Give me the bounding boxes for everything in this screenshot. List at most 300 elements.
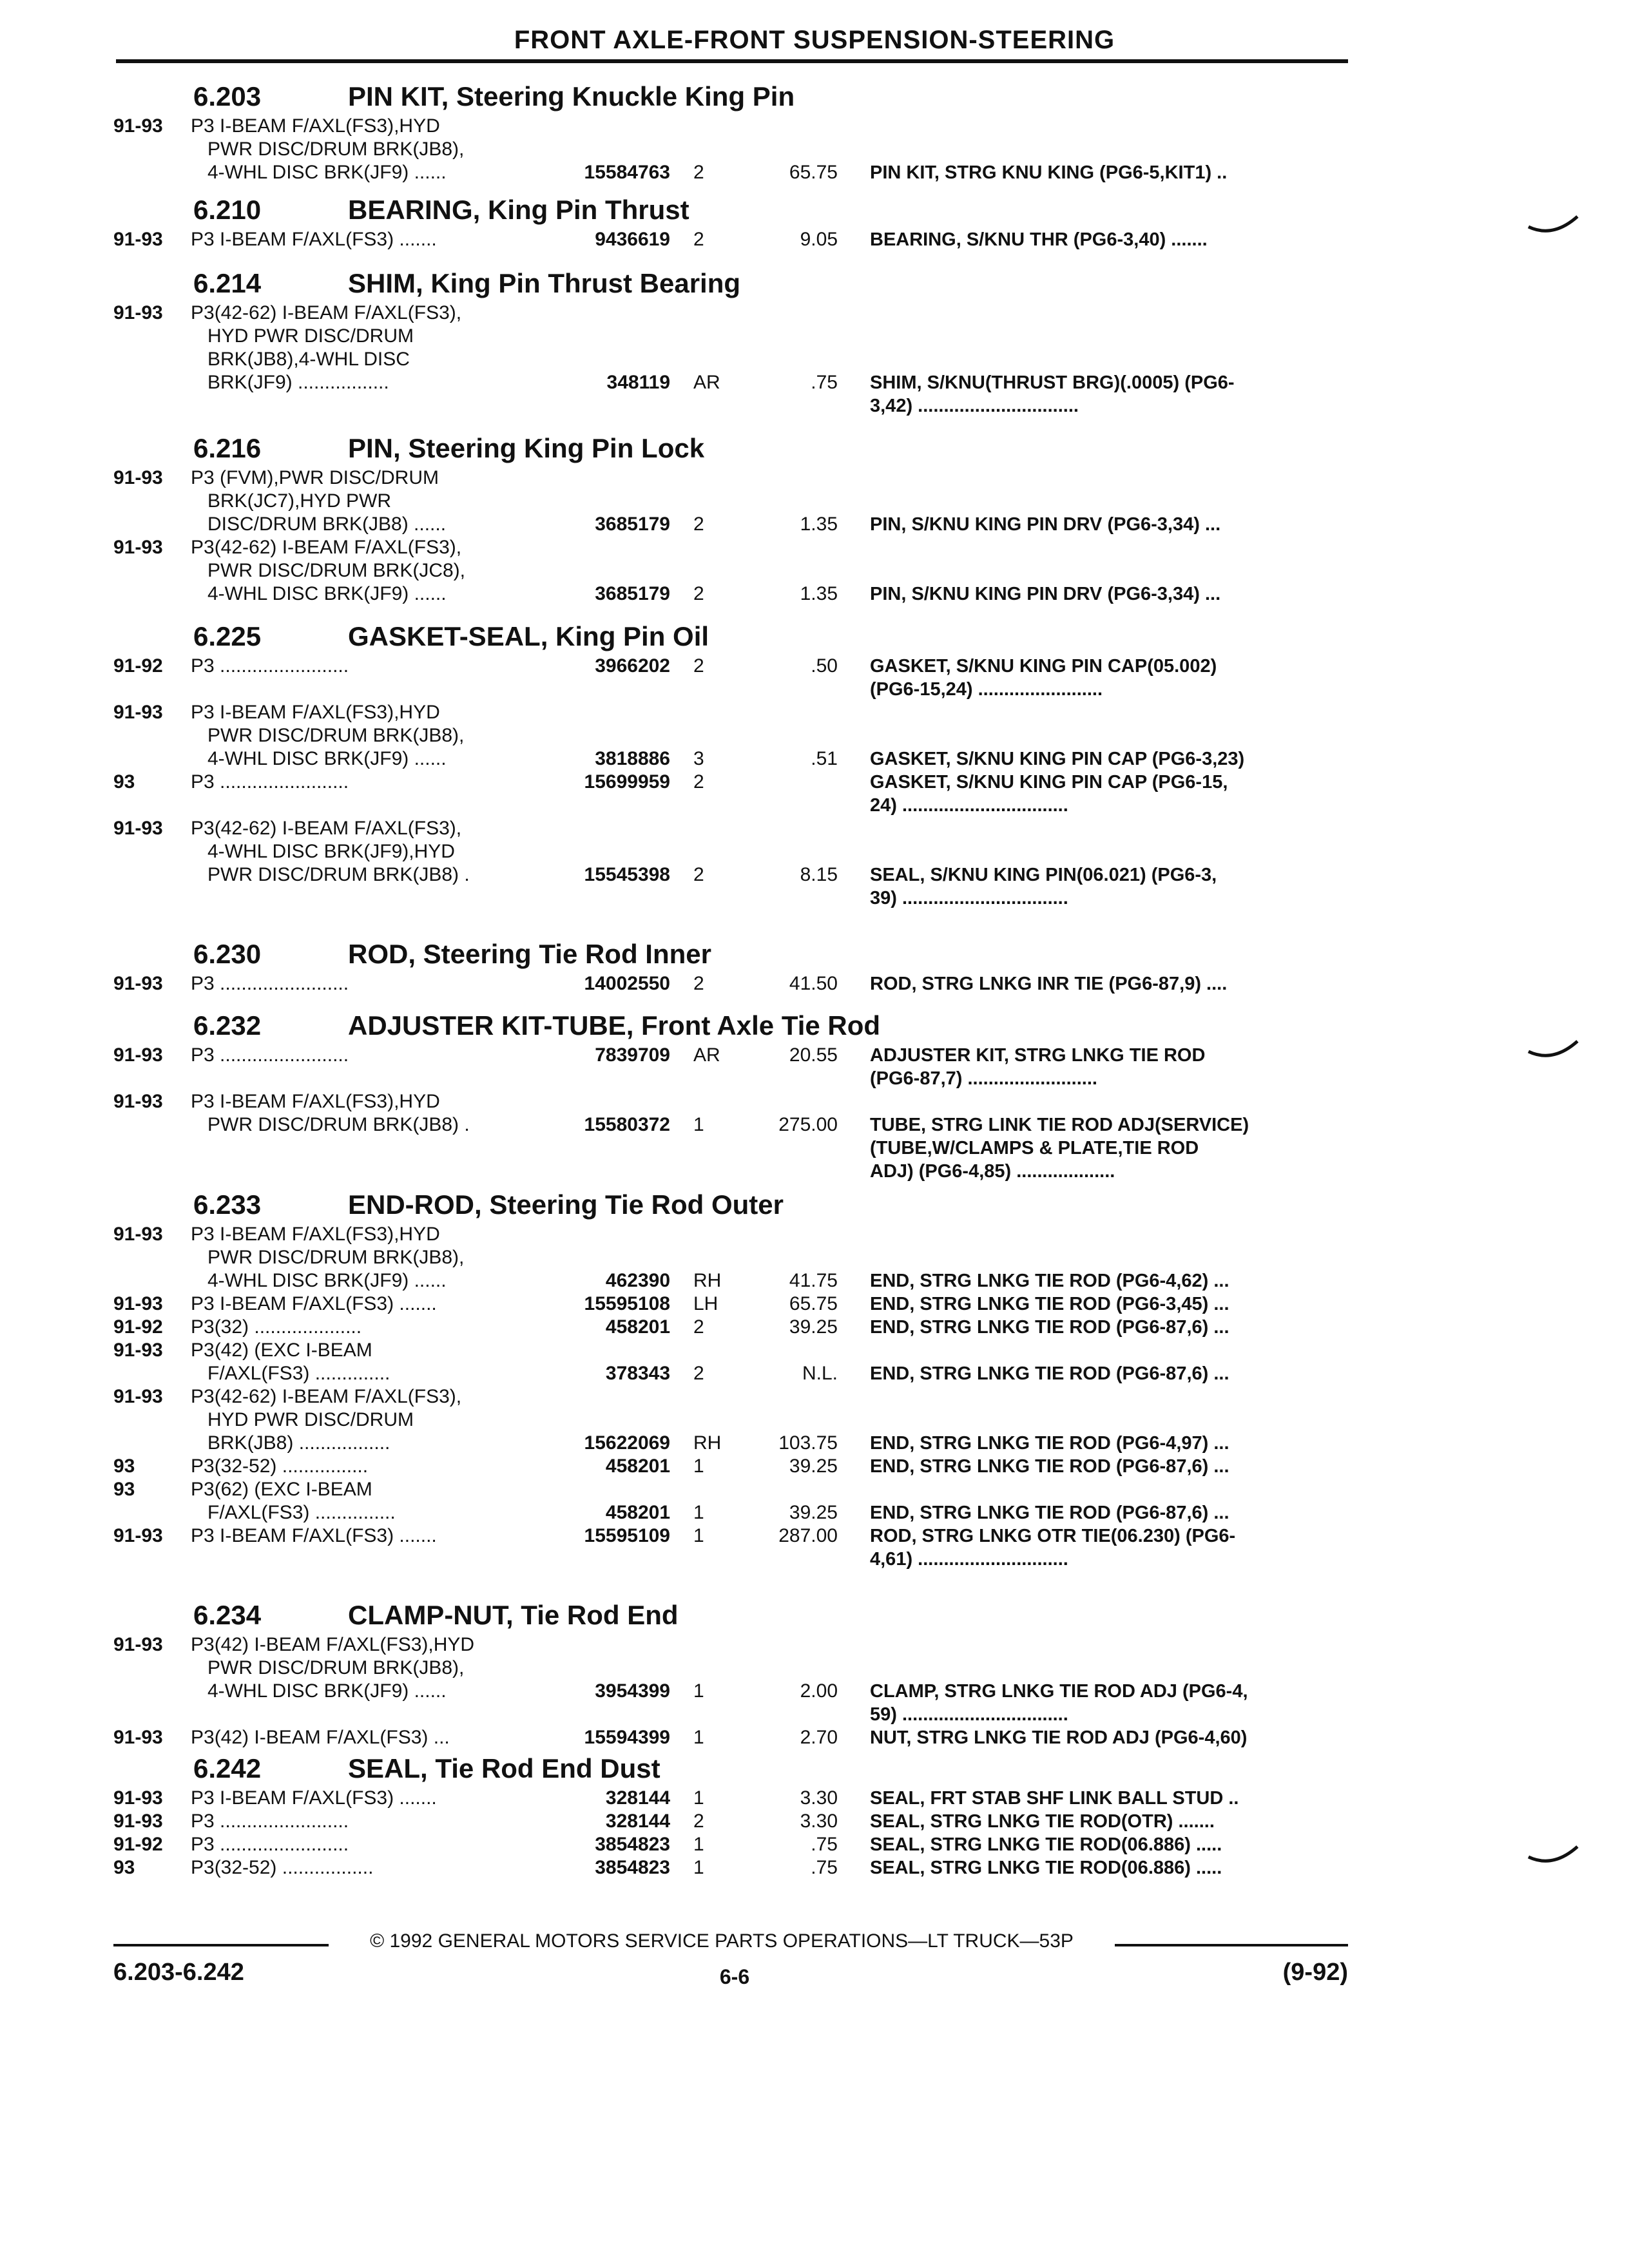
part-name-line: BEARING, S/KNU THR (PG6-3,40) ....... [870,229,1208,250]
part-number: 458201 [605,1316,670,1338]
part-name [870,1269,1340,1293]
part-name-line: (TUBE,W/CLAMPS & PLATE,TIE ROD [870,1138,1199,1158]
table-row [0,1787,1629,1810]
section-number: 6.233 [193,1189,262,1220]
table-row [0,817,1629,910]
price: .75 [811,1834,838,1855]
description-line: P3(32-52) ................ [191,1456,369,1477]
part-name-line: NUT, STRG LNKG TIE ROD ADJ (PG6-4,60) [870,1727,1248,1748]
section-6-234 [0,1597,1629,1749]
description-line: 4-WHL DISC BRK(JF9) ...... [207,583,447,604]
model-years: 91-93 [113,702,163,723]
part-name-line: SHIM, S/KNU(THRUST BRG)(.0005) (PG6- [870,372,1235,393]
part-number: 9436619 [595,229,670,250]
footer-revision-date: (9-92) [1282,1959,1348,1986]
model-years: 91-93 [113,1044,163,1066]
application-description [191,115,552,184]
application-description [191,1455,552,1478]
part-number: 3685179 [595,583,670,604]
section-heading [0,619,1629,655]
model-years: 91-93 [113,1293,163,1314]
quantity: RH [693,1270,722,1291]
section-number: 6.232 [193,1010,262,1041]
part-name [870,747,1340,771]
part-number: 14002550 [584,973,670,994]
model-years: 91-92 [113,1834,163,1855]
price: 3.30 [800,1811,838,1832]
description-line: P3(42-62) I-BEAM F/AXL(FS3), [191,537,462,558]
quantity: 2 [693,229,704,250]
section-6-242 [0,1751,1629,1879]
part-name-line: GASKET, S/KNU KING PIN CAP (PG6-15, [870,772,1228,793]
description-line: P3(42-62) I-BEAM F/AXL(FS3), [191,1386,462,1407]
part-name [870,228,1340,251]
application-description [191,655,552,678]
table-row [0,972,1629,995]
description-line: P3(32) .................... [191,1316,362,1338]
part-name [870,863,1340,910]
model-years: 93 [113,1456,135,1477]
price: 65.75 [789,1293,838,1314]
price: .75 [811,372,838,393]
application-description [191,228,552,251]
part-name-line: PIN KIT, STRG KNU KING (PG6-5,KIT1) .. [870,162,1228,183]
description-line: 4-WHL DISC BRK(JF9) ...... [207,748,447,769]
part-number: 378343 [605,1363,670,1384]
part-number: 15595109 [584,1525,670,1546]
price: N.L. [802,1363,838,1384]
section-6-233 [0,1187,1629,1571]
model-years: 91-93 [113,229,163,250]
model-years: 91-93 [113,1811,163,1832]
part-name [870,1501,1340,1524]
price: .75 [811,1857,838,1878]
description-line: PWR DISC/DRUM BRK(JC8), [207,560,466,581]
price: 41.50 [789,973,838,994]
description-line: P3 ........................ [191,973,349,994]
application-description [191,1293,552,1316]
quantity: 2 [693,864,704,885]
section-6-214 [0,265,1629,418]
description-line: PWR DISC/DRUM BRK(JB8), [207,725,465,746]
part-name-line: GASKET, S/KNU KING PIN CAP(05.002) [870,656,1217,677]
quantity: AR [693,1044,720,1066]
part-number: 3954399 [595,1680,670,1702]
description-line: P3 ........................ [191,1811,349,1832]
section-heading [0,1597,1629,1633]
table-row [0,1385,1629,1455]
section-heading [0,430,1629,466]
part-name-line: SEAL, STRG LNKG TIE ROD(06.886) ..... [870,1858,1222,1878]
part-number: 458201 [605,1456,670,1477]
section-title: SEAL, Tie Rod End Dust [348,1753,660,1783]
description-line: P3(32-52) ................. [191,1857,374,1878]
part-name [870,1455,1340,1478]
section-6-232 [0,1008,1629,1183]
description-line: PWR DISC/DRUM BRK(JB8) . [207,864,470,885]
price: 103.75 [778,1432,838,1454]
quantity: LH [693,1293,718,1314]
table-row [0,1856,1629,1879]
part-number: 15595108 [584,1293,670,1314]
application-description [191,1339,552,1385]
section-title: BEARING, King Pin Thrust [348,195,689,225]
part-number: 3854823 [595,1857,670,1878]
section-title: PIN, Steering King Pin Lock [348,433,705,463]
part-number: 15584763 [584,162,670,183]
description-line: 4-WHL DISC BRK(JF9) ...... [207,162,447,183]
part-number: 3966202 [595,655,670,677]
part-name [870,1316,1340,1339]
section-heading [0,1751,1629,1787]
quantity: 1 [693,1502,704,1523]
quantity: 1 [693,1680,704,1702]
part-name [870,1726,1340,1749]
price: 2.00 [800,1680,838,1702]
part-name [870,1680,1340,1726]
footer-rule-left [113,1944,329,1946]
section-title: ADJUSTER KIT-TUBE, Front Axle Tie Rod [348,1010,881,1041]
model-years: 93 [113,1479,135,1500]
section-number: 6.210 [193,195,262,225]
table-row [0,771,1629,817]
part-name-line: 39) ................................ [870,888,1068,908]
description-line: P3 I-BEAM F/AXL(FS3),HYD [191,1091,440,1112]
section-title: CLAMP-NUT, Tie Rod End [348,1600,679,1630]
part-number: 15594399 [584,1727,670,1748]
quantity: 2 [693,771,704,793]
part-name-line: PIN, S/KNU KING PIN DRV (PG6-3,34) ... [870,584,1221,604]
quantity: 2 [693,583,704,604]
model-years: 91-93 [113,1224,163,1245]
part-number: 3818886 [595,748,670,769]
quantity: AR [693,372,720,393]
description-line: P3 I-BEAM F/AXL(FS3),HYD [191,1224,440,1245]
section-heading [0,192,1629,228]
description-line: BRK(JF9) ................. [207,372,389,393]
quantity: 1 [693,1114,704,1135]
section-number: 6.203 [193,81,262,111]
section-number: 6.216 [193,433,262,463]
price: 39.25 [789,1316,838,1338]
application-description [191,466,552,536]
section-6-210 [0,192,1629,251]
part-name-line: 24) ................................ [870,795,1068,816]
application-description [191,701,552,771]
footer-section-range: 6.203-6.242 [113,1959,244,1986]
application-description [191,1856,552,1879]
description-line: P3 (FVM),PWR DISC/DRUM [191,467,439,488]
binding-mark-1 [1527,213,1579,238]
table-row [0,701,1629,771]
table-row [0,1726,1629,1749]
part-name [870,1787,1340,1810]
application-description [191,536,552,606]
part-number: 7839709 [595,1044,670,1066]
price: 39.25 [789,1502,838,1523]
binding-mark-2 [1527,1037,1579,1063]
application-description [191,1223,552,1293]
quantity: RH [693,1432,722,1454]
section-heading [0,936,1629,972]
part-number: 15580372 [584,1114,670,1135]
header-rule [116,59,1348,63]
model-years: 91-93 [113,818,163,839]
description-line: P3(42-62) I-BEAM F/AXL(FS3), [191,818,462,839]
part-name-line: (PG6-87,7) ......................... [870,1068,1097,1089]
table-row [0,1316,1629,1339]
application-description [191,302,552,394]
part-name-line: SEAL, FRT STAB SHF LINK BALL STUD .. [870,1788,1239,1809]
table-row [0,1810,1629,1833]
part-name-line: GASKET, S/KNU KING PIN CAP (PG6-3,23) [870,749,1245,769]
part-name [870,655,1340,701]
table-row [0,466,1629,536]
table-row [0,1044,1629,1090]
price: .50 [811,655,838,677]
section-title: GASKET-SEAL, King Pin Oil [348,621,709,651]
section-number: 6.214 [193,268,262,298]
part-number: 15699959 [584,771,670,793]
model-years: 93 [113,1857,135,1878]
section-number: 6.234 [193,1600,262,1630]
part-name-line: ROD, STRG LNKG INR TIE (PG6-87,9) .... [870,974,1228,994]
part-name-line: 59) ................................ [870,1704,1068,1725]
model-years: 91-93 [113,1634,163,1655]
section-title: END-ROD, Steering Tie Rod Outer [348,1189,784,1220]
model-years: 91-93 [113,302,163,323]
description-line: HYD PWR DISC/DRUM [207,1409,414,1430]
footer-rule-right [1115,1944,1348,1946]
description-line: P3 I-BEAM F/AXL(FS3) ....... [191,229,437,250]
part-name-line: 4,61) ............................. [870,1549,1068,1570]
part-name [870,582,1340,606]
table-row [0,1455,1629,1478]
section-heading [0,265,1629,302]
price: 39.25 [789,1456,838,1477]
application-description [191,1726,552,1749]
part-name [870,1833,1340,1856]
application-description [191,1787,552,1810]
quantity: 1 [693,1834,704,1855]
quantity: 1 [693,1456,704,1477]
description-line: P3(62) (EXC I-BEAM [191,1479,372,1500]
footer-copyright: © 1992 GENERAL MOTORS SERVICE PARTS OPERATIONS—LT TRUCK—53P [370,1930,1074,1952]
description-line: BRK(JB8),4-WHL DISC [207,349,410,370]
part-number: 15545398 [584,864,670,885]
description-line: P3 ........................ [191,655,349,677]
description-line: P3 I-BEAM F/AXL(FS3),HYD [191,115,440,137]
application-description [191,1090,552,1137]
part-name-line: PIN, S/KNU KING PIN DRV (PG6-3,34) ... [870,514,1221,535]
quantity: 1 [693,1525,704,1546]
part-name [870,1044,1340,1090]
part-name [870,161,1340,184]
application-description [191,1833,552,1856]
part-name-line: CLAMP, STRG LNKG TIE ROD ADJ (PG6-4, [870,1681,1248,1702]
quantity: 2 [693,973,704,994]
table-row [0,302,1629,418]
section-6-225 [0,619,1629,910]
application-description [191,1316,552,1339]
page-header-title: FRONT AXLE-FRONT SUSPENSION-STEERING [514,26,1115,54]
table-row [0,1478,1629,1524]
table-row [0,1090,1629,1183]
section-number: 6.225 [193,621,262,651]
quantity: 1 [693,1857,704,1878]
part-name-line: TUBE, STRG LINK TIE ROD ADJ(SERVICE) [870,1115,1249,1135]
description-line: 4-WHL DISC BRK(JF9),HYD [207,841,455,862]
quantity: 3 [693,748,704,769]
section-number: 6.242 [193,1753,262,1783]
table-row [0,1293,1629,1316]
part-number: 462390 [605,1270,670,1291]
part-name-line: SEAL, STRG LNKG TIE ROD(OTR) ....... [870,1811,1215,1832]
description-line: P3 ........................ [191,771,349,793]
application-description [191,1478,552,1524]
model-years: 91-93 [113,115,163,137]
model-years: 91-93 [113,537,163,558]
description-line: 4-WHL DISC BRK(JF9) ...... [207,1270,447,1291]
part-name [870,1432,1340,1455]
description-line: PWR DISC/DRUM BRK(JB8), [207,1247,465,1268]
description-line: P3 I-BEAM F/AXL(FS3),HYD [191,702,440,723]
model-years: 91-93 [113,1091,163,1112]
description-line: F/AXL(FS3) ............... [207,1502,396,1523]
application-description [191,1810,552,1833]
table-row [0,1833,1629,1856]
table-row [0,1633,1629,1726]
part-number: 15622069 [584,1432,670,1454]
section-title: SHIM, King Pin Thrust Bearing [348,268,741,298]
description-line: HYD PWR DISC/DRUM [207,325,414,347]
model-years: 91-93 [113,973,163,994]
price: 275.00 [778,1114,838,1135]
part-name-line: END, STRG LNKG TIE ROD (PG6-4,62) ... [870,1271,1229,1291]
application-description [191,1524,552,1548]
quantity: 2 [693,655,704,677]
table-row [0,655,1629,701]
quantity: 2 [693,514,704,535]
part-number: 348119 [606,372,670,393]
part-name [870,1362,1340,1385]
model-years: 91-93 [113,467,163,488]
price: .51 [811,748,838,769]
model-years: 91-93 [113,1787,163,1809]
part-name [870,972,1340,995]
model-years: 93 [113,771,135,793]
description-line: PWR DISC/DRUM BRK(JB8) . [207,1114,470,1135]
section-heading [0,1187,1629,1223]
part-name-line: SEAL, S/KNU KING PIN(06.021) (PG6-3, [870,865,1217,885]
price: 8.15 [800,864,838,885]
part-name-line: END, STRG LNKG TIE ROD (PG6-4,97) ... [870,1433,1229,1454]
description-line: 4-WHL DISC BRK(JF9) ...... [207,1680,447,1702]
section-heading [0,1008,1629,1044]
part-name [870,513,1340,536]
description-line: PWR DISC/DRUM BRK(JB8), [207,1657,465,1678]
section-6-203 [0,79,1629,184]
model-years: 91-92 [113,655,163,677]
binding-mark-3 [1527,1843,1579,1869]
part-name [870,1856,1340,1879]
description-line: PWR DISC/DRUM BRK(JB8), [207,139,465,160]
part-number: 458201 [605,1502,670,1523]
application-description [191,1633,552,1703]
model-years: 91-92 [113,1316,163,1338]
table-row [0,1223,1629,1293]
price: 41.75 [789,1270,838,1291]
description-line: P3 ........................ [191,1834,349,1855]
quantity: 2 [693,1363,704,1384]
part-name-line: SEAL, STRG LNKG TIE ROD(06.886) ..... [870,1834,1222,1855]
quantity: 1 [693,1727,704,1748]
part-name-line: ROD, STRG LNKG OTR TIE(06.230) (PG6- [870,1526,1236,1546]
part-name-line: END, STRG LNKG TIE ROD (PG6-87,6) ... [870,1456,1229,1477]
table-row [0,228,1629,251]
price: 1.35 [800,583,838,604]
description-line: P3(42) (EXC I-BEAM [191,1340,372,1361]
quantity: 2 [693,162,704,183]
price: 287.00 [778,1525,838,1546]
price: 9.05 [800,229,838,250]
table-row [0,115,1629,184]
part-number: 328144 [605,1811,670,1832]
part-number: 3854823 [595,1834,670,1855]
part-name-line: (PG6-15,24) ........................ [870,679,1103,700]
part-name [870,1293,1340,1316]
section-heading [0,79,1629,115]
part-name-line: END, STRG LNKG TIE ROD (PG6-3,45) ... [870,1294,1229,1314]
description-line: P3(42) I-BEAM F/AXL(FS3),HYD [191,1634,475,1655]
table-row [0,1524,1629,1571]
price: 2.70 [800,1727,838,1748]
part-name-line: ADJ) (PG6-4,85) ................... [870,1161,1115,1182]
model-years: 91-93 [113,1525,163,1546]
quantity: 2 [693,1811,704,1832]
part-number: 3685179 [595,514,670,535]
description-line: P3 I-BEAM F/AXL(FS3) ....... [191,1293,437,1314]
part-name-line: END, STRG LNKG TIE ROD (PG6-87,6) ... [870,1363,1229,1384]
price: 20.55 [789,1044,838,1066]
quantity: 1 [693,1787,704,1809]
application-description [191,817,552,887]
footer-page-number: 6-6 [719,1965,750,1988]
price: 65.75 [789,162,838,183]
description-line: P3 I-BEAM F/AXL(FS3) ....... [191,1525,437,1546]
part-name [870,371,1340,418]
description-line: BRK(JB8) ................. [207,1432,390,1454]
part-name [870,1524,1340,1571]
application-description [191,1044,552,1067]
description-line: F/AXL(FS3) .............. [207,1363,390,1384]
price: 3.30 [800,1787,838,1809]
quantity: 2 [693,1316,704,1338]
price: 1.35 [800,514,838,535]
description-line: BRK(JC7),HYD PWR [207,490,392,512]
part-name-line: 3,42) ............................... [870,396,1079,416]
model-years: 91-93 [113,1340,163,1361]
description-line: DISC/DRUM BRK(JB8) ...... [207,514,447,535]
table-row [0,1339,1629,1385]
part-name-line: END, STRG LNKG TIE ROD (PG6-87,6) ... [870,1317,1229,1338]
table-row [0,536,1629,606]
description-line: P3 ........................ [191,1044,349,1066]
application-description [191,1385,552,1455]
part-name [870,1113,1340,1183]
section-6-216 [0,430,1629,606]
part-number: 328144 [605,1787,670,1809]
